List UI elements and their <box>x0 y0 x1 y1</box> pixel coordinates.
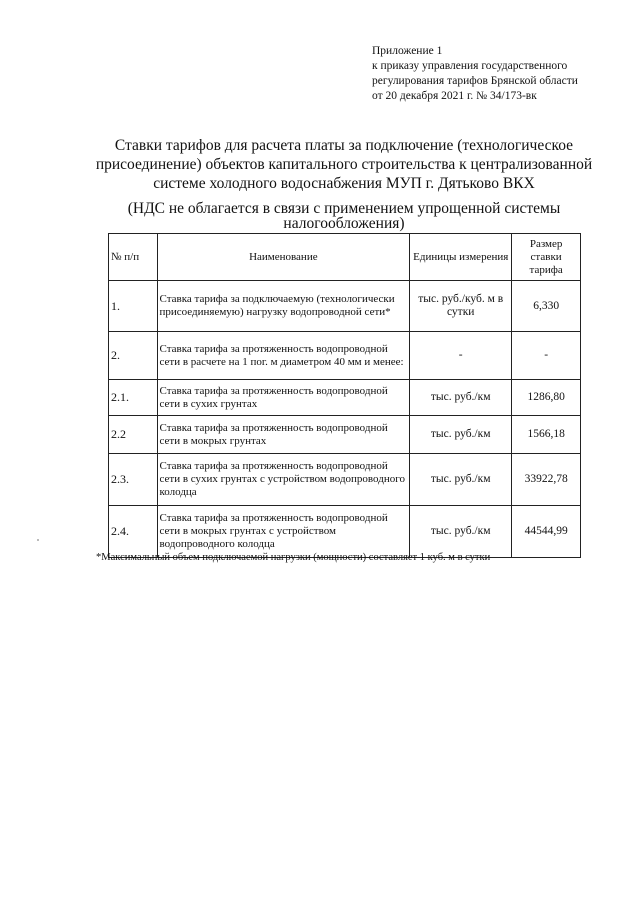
document-title <box>84 136 604 193</box>
row-unit: тыс. руб./км <box>410 416 512 454</box>
row-name: Ставка тарифа за протяженность водопроводной сети в расчете на 1 пог. м диаметром 40 мм и менее: <box>157 332 410 380</box>
row-name: Ставка тарифа за протяженность водопроводной сети в мокрых грунтах с устройством водопроводного колодца <box>157 506 410 558</box>
vat-note <box>84 201 604 231</box>
appendix-line: регулирования тарифов Брянской области <box>372 75 578 87</box>
row-unit: тыс. руб./км <box>410 454 512 506</box>
row-name: Ставка тарифа за протяженность водопроводной сети в мокрых грунтах <box>157 416 410 454</box>
appendix-line: Приложение 1 <box>372 45 443 57</box>
row-num: 2. <box>109 332 158 380</box>
row-num: 2.3. <box>109 454 158 506</box>
table-row <box>109 506 581 558</box>
row-unit: тыс. руб./куб. м в сутки <box>410 281 512 332</box>
tariff-table <box>108 233 581 558</box>
table-row <box>109 454 581 506</box>
row-name: Ставка тарифа за протяженность водопроводной сети в сухих грунтах с устройством водопроводного колодца <box>157 454 410 506</box>
row-rate: 33922,78 <box>512 454 581 506</box>
header-unit: Единицы измерения <box>410 234 512 281</box>
title-line: Ставки тарифов для расчета платы за подключение (технологическое <box>114 137 574 154</box>
appendix-line: от 20 декабря 2021 г. № 34/173-вк <box>372 90 537 102</box>
row-num: 2.2 <box>109 416 158 454</box>
row-rate: 6,330 <box>512 281 581 332</box>
row-rate: 1286,80 <box>512 380 581 416</box>
row-num: 2.1. <box>109 380 158 416</box>
title-line: присоединение) объектов капитального строительства к централизованной <box>95 156 593 173</box>
table-row <box>109 332 581 380</box>
row-name: Ставка тарифа за протяженность водопроводной сети в сухих грунтах <box>157 380 410 416</box>
header-name: Наименование <box>157 234 410 281</box>
row-rate: - <box>512 332 581 380</box>
row-rate: 44544,99 <box>512 506 581 558</box>
table-row <box>109 281 581 332</box>
row-unit: тыс. руб./км <box>410 506 512 558</box>
row-name: Ставка тарифа за подключаемую (технологически присоединяемую) нагрузку водопроводной сети* <box>157 281 410 332</box>
row-unit: - <box>410 332 512 380</box>
row-rate: 1566,18 <box>512 416 581 454</box>
footnote: *Максимальный объем подключаемой нагрузки (мощности) составляет 1 куб. м в сутки <box>96 552 491 563</box>
vat-note-line: налогообложения) <box>283 215 405 232</box>
scan-speck <box>37 539 39 541</box>
row-num: 1. <box>109 281 158 332</box>
table-row <box>109 380 581 416</box>
vat-note-line: (НДС не облагается в связи с применением упрощенной системы <box>127 200 561 217</box>
row-unit: тыс. руб./км <box>410 380 512 416</box>
row-num: 2.4. <box>109 506 158 558</box>
appendix-line: к приказу управления государственного <box>372 60 568 72</box>
header-rate: Размер ставки тарифа <box>512 234 581 281</box>
table-header-row <box>109 234 581 281</box>
table-row <box>109 416 581 454</box>
title-line: системе холодного водоснабжения МУП г. Дятьково ВКХ <box>153 175 535 192</box>
appendix-header <box>372 44 632 104</box>
header-num: № п/п <box>109 234 158 281</box>
